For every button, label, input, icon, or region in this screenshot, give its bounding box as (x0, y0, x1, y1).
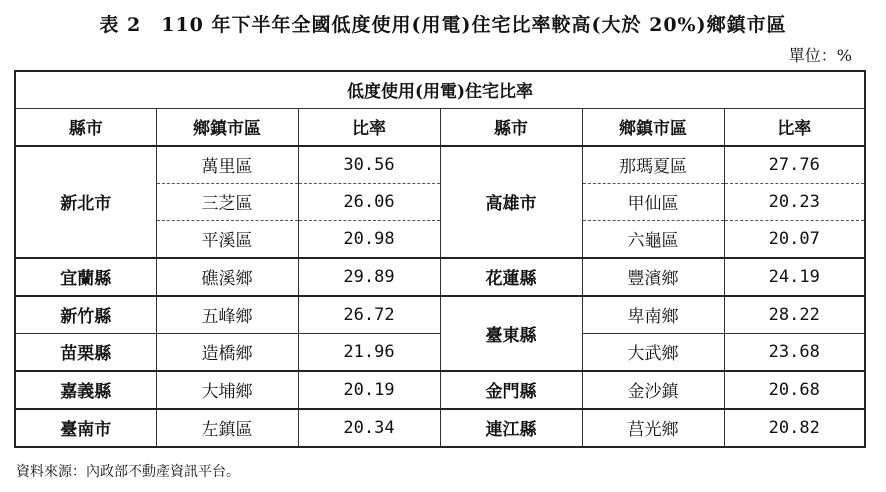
rate-cell: 26.72 (298, 296, 440, 333)
rate-cell: 23.68 (724, 333, 865, 370)
town-cell: 礁溪鄉 (156, 258, 298, 296)
table-row (15, 296, 865, 333)
low-usage-housing-table (14, 70, 866, 448)
rate-cell: 20.98 (298, 220, 440, 257)
table-row (15, 371, 865, 409)
county-cell: 連江縣 (440, 409, 582, 447)
rate-cell: 26.06 (298, 183, 440, 220)
header-main: 低度使用(用電)住宅比率 (15, 71, 865, 108)
header-row-main (15, 71, 865, 108)
town-cell: 造橋鄉 (156, 333, 298, 370)
county-cell: 金門縣 (440, 371, 582, 409)
source-note: 資料來源：內政部不動產資訊平台。 (16, 464, 240, 480)
rate-cell: 30.56 (298, 146, 440, 183)
town-cell: 豐濱鄉 (582, 258, 724, 296)
town-cell: 大埔鄉 (156, 371, 298, 409)
county-cell: 嘉義縣 (15, 371, 156, 409)
rate-cell: 27.76 (724, 146, 865, 183)
town-cell: 三芝區 (156, 183, 298, 220)
town-cell: 莒光鄉 (582, 409, 724, 447)
column-header-rate: 比率 (724, 108, 865, 145)
column-header-town: 鄉鎮市區 (582, 108, 724, 145)
county-cell: 宜蘭縣 (15, 258, 156, 296)
header-row-columns (15, 108, 865, 145)
county-cell: 臺南市 (15, 409, 156, 447)
county-cell: 新北市 (15, 146, 156, 258)
table-row (15, 258, 865, 296)
rate-cell: 20.19 (298, 371, 440, 409)
town-cell: 左鎮區 (156, 409, 298, 447)
county-cell: 新竹縣 (15, 296, 156, 333)
rate-cell: 28.22 (724, 296, 865, 333)
town-cell: 大武鄉 (582, 333, 724, 370)
town-cell: 那瑪夏區 (582, 146, 724, 183)
table-row (15, 409, 865, 447)
rate-cell: 24.19 (724, 258, 865, 296)
table-title: 表 2 110 年下半年全國低度使用(用電)住宅比率較高(大於 20%)鄉鎮市區 (99, 14, 787, 36)
rate-cell: 20.23 (724, 183, 865, 220)
county-cell: 高雄市 (440, 146, 582, 258)
town-cell: 甲仙區 (582, 183, 724, 220)
column-header-county: 縣市 (440, 108, 582, 145)
town-cell: 平溪區 (156, 220, 298, 257)
town-cell: 卑南鄉 (582, 296, 724, 333)
column-header-town: 鄉鎮市區 (156, 108, 298, 145)
rate-cell: 20.34 (298, 409, 440, 447)
county-cell: 臺東縣 (440, 296, 582, 371)
rate-cell: 20.07 (724, 220, 865, 257)
table-row (15, 146, 865, 183)
column-header-county: 縣市 (15, 108, 156, 145)
rate-cell: 20.82 (724, 409, 865, 447)
rate-cell: 29.89 (298, 258, 440, 296)
town-cell: 金沙鎮 (582, 371, 724, 409)
county-cell: 花蓮縣 (440, 258, 582, 296)
column-header-rate: 比率 (298, 108, 440, 145)
rate-cell: 20.68 (724, 371, 865, 409)
rate-cell: 21.96 (298, 333, 440, 370)
town-cell: 五峰鄉 (156, 296, 298, 333)
town-cell: 萬里區 (156, 146, 298, 183)
county-cell: 苗栗縣 (15, 333, 156, 370)
town-cell: 六龜區 (582, 220, 724, 257)
unit-label: 單位：% (788, 46, 852, 65)
